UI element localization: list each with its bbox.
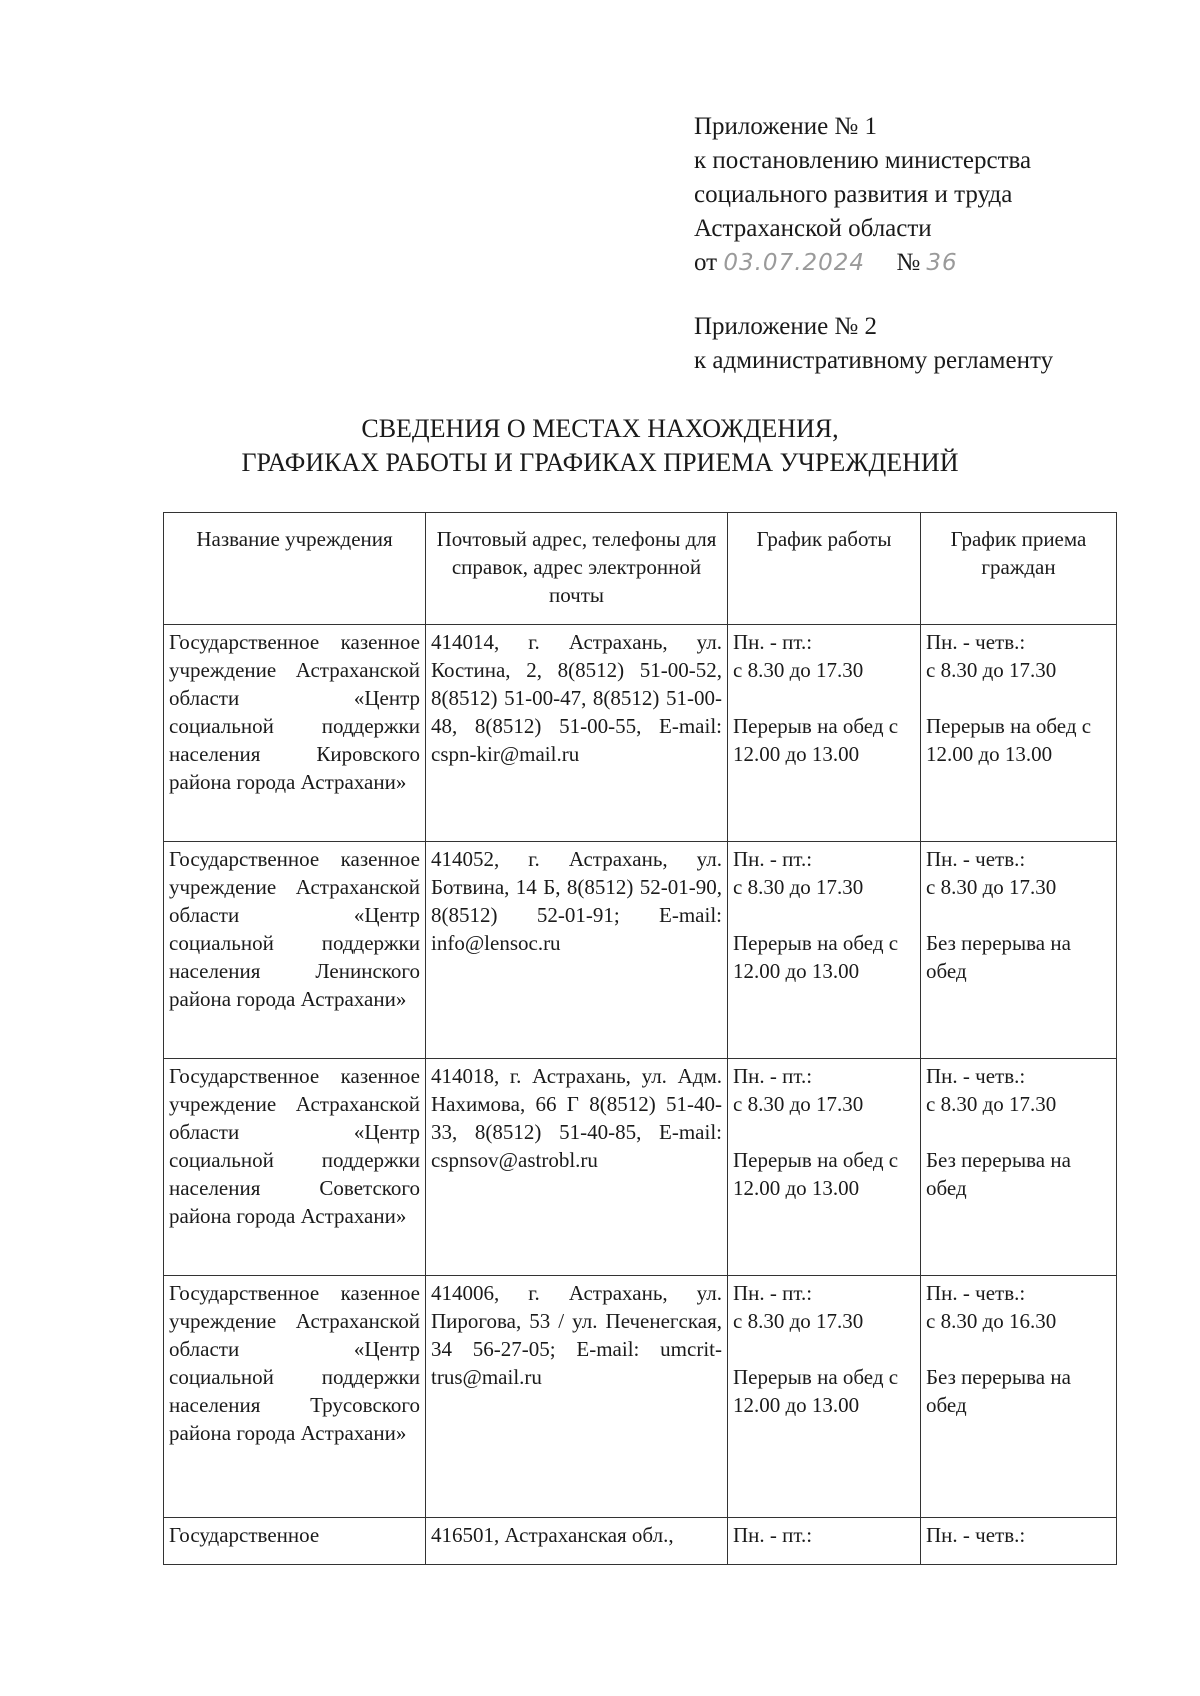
table-row: [164, 1059, 1117, 1276]
work-days: Пн. - пт.:: [733, 1523, 813, 1547]
appendix-header: [694, 110, 1053, 378]
work-schedule: [728, 842, 921, 1059]
handwritten-date: 03.07.2024: [723, 250, 866, 276]
institutions-table: [163, 512, 1117, 1565]
reception-schedule: [921, 1518, 1117, 1565]
reception-schedule: [921, 1059, 1117, 1276]
institution-address: 416501, Астраханская обл.,: [426, 1518, 728, 1565]
reception-schedule: [921, 1276, 1117, 1518]
institution-address: 414052, г. Астрахань, ул. Ботвина, 14 Б, 8(8512) 52-01-90, 8(8512) 52-01-91; E-mail: info@lensoc.ru: [426, 842, 728, 1059]
work-hours: с 8.30 до 17.30: [733, 658, 864, 682]
reception-hours: с 8.30 до 16.30: [926, 1309, 1057, 1333]
table-row: [164, 625, 1117, 842]
institution-name: Государственное казенное учреждение Астраханской области «Центр социальной поддержки населения Трусовского района города Астрахани»: [164, 1276, 426, 1518]
reception-break: Без перерыва на обед: [926, 931, 1071, 983]
work-hours: с 8.30 до 17.30: [733, 1309, 864, 1333]
column-header: График работы: [728, 513, 921, 625]
appendix-line: Астраханской области: [694, 215, 932, 242]
work-days: Пн. - пт.:: [733, 1281, 813, 1305]
reception-hours: с 8.30 до 17.30: [926, 1092, 1057, 1116]
reception-break: Перерыв на обед с 12.00 до 13.00: [926, 714, 1092, 766]
work-break: Перерыв на обед с 12.00 до 13.00: [733, 931, 899, 983]
work-days: Пн. - пт.:: [733, 630, 813, 654]
number-prefix: №: [896, 249, 921, 276]
table-row: [164, 842, 1117, 1059]
reception-schedule: [921, 842, 1117, 1059]
column-header: Название учреждения: [164, 513, 426, 625]
table-header-row: [164, 513, 1117, 625]
work-break: Перерыв на обед с 12.00 до 13.00: [733, 1148, 899, 1200]
title-line: ГРАФИКАХ РАБОТЫ И ГРАФИКАХ ПРИЕМА УЧРЕЖДЕНИЙ: [241, 448, 959, 477]
appendix-line: Приложение № 2: [694, 313, 878, 340]
date-prefix: от: [694, 249, 718, 276]
institution-name: Государственное казенное учреждение Астраханской области «Центр социальной поддержки населения Советского района города Астрахани»: [164, 1059, 426, 1276]
institution-address: 414014, г. Астрахань, ул. Костина, 2, 8(8512) 51-00-52, 8(8512) 51-00-47, 8(8512) 51-00-48, 8(8512) 51-00-55, E-mail: cspn-kir@mail.ru: [426, 625, 728, 842]
work-schedule: [728, 1276, 921, 1518]
table-row: [164, 1276, 1117, 1518]
reception-hours: с 8.30 до 17.30: [926, 875, 1057, 899]
appendix-line: Приложение № 1: [694, 113, 878, 140]
institution-name: Государственное казенное учреждение Астраханской области «Центр социальной поддержки населения Ленинского района города Астрахани»: [164, 842, 426, 1059]
reception-schedule: [921, 625, 1117, 842]
column-header: Почтовый адрес, телефоны для справок, адрес электронной почты: [426, 513, 728, 625]
reception-hours: с 8.30 до 17.30: [926, 658, 1057, 682]
work-schedule: [728, 625, 921, 842]
work-days: Пн. - пт.:: [733, 847, 813, 871]
reception-break: Без перерыва на обед: [926, 1148, 1071, 1200]
work-schedule: [728, 1518, 921, 1565]
reception-days: Пн. - четв.:: [926, 1281, 1026, 1305]
institution-name: Государственное: [164, 1518, 426, 1565]
handwritten-number: 36: [926, 250, 958, 276]
institution-name: Государственное казенное учреждение Астраханской области «Центр социальной поддержки населения Кировского района города Астрахани»: [164, 625, 426, 842]
appendix-line: социального развития и труда: [694, 181, 1013, 208]
reception-days: Пн. - четв.:: [926, 847, 1026, 871]
column-header: График приема граждан: [921, 513, 1117, 625]
document-title: [0, 412, 1200, 480]
institution-address: 414018, г. Астрахань, ул. Адм. Нахимова, 66 Г 8(8512) 51-40-33, 8(8512) 51-40-85, E-mail: cspnsov@astrobl.ru: [426, 1059, 728, 1276]
work-break: Перерыв на обед с 12.00 до 13.00: [733, 1365, 899, 1417]
reception-days: Пн. - четв.:: [926, 630, 1026, 654]
work-break: Перерыв на обед с 12.00 до 13.00: [733, 714, 899, 766]
reception-days: Пн. - четв.:: [926, 1064, 1026, 1088]
work-schedule: [728, 1059, 921, 1276]
work-hours: с 8.30 до 17.30: [733, 875, 864, 899]
appendix-line: к постановлению министерства: [694, 147, 1032, 174]
appendix-line: к административному регламенту: [694, 347, 1054, 374]
table-row: [164, 1518, 1117, 1565]
title-line: СВЕДЕНИЯ О МЕСТАХ НАХОЖДЕНИЯ,: [361, 414, 839, 443]
reception-days: Пн. - четв.:: [926, 1523, 1026, 1547]
date-number-line: [694, 246, 1053, 280]
work-days: Пн. - пт.:: [733, 1064, 813, 1088]
reception-break: Без перерыва на обед: [926, 1365, 1071, 1417]
institution-address: 414006, г. Астрахань, ул. Пирогова, 53 / ул. Печенегская, 34 56-27-05; E-mail: umcrit-trus@mail.ru: [426, 1276, 728, 1518]
work-hours: с 8.30 до 17.30: [733, 1092, 864, 1116]
